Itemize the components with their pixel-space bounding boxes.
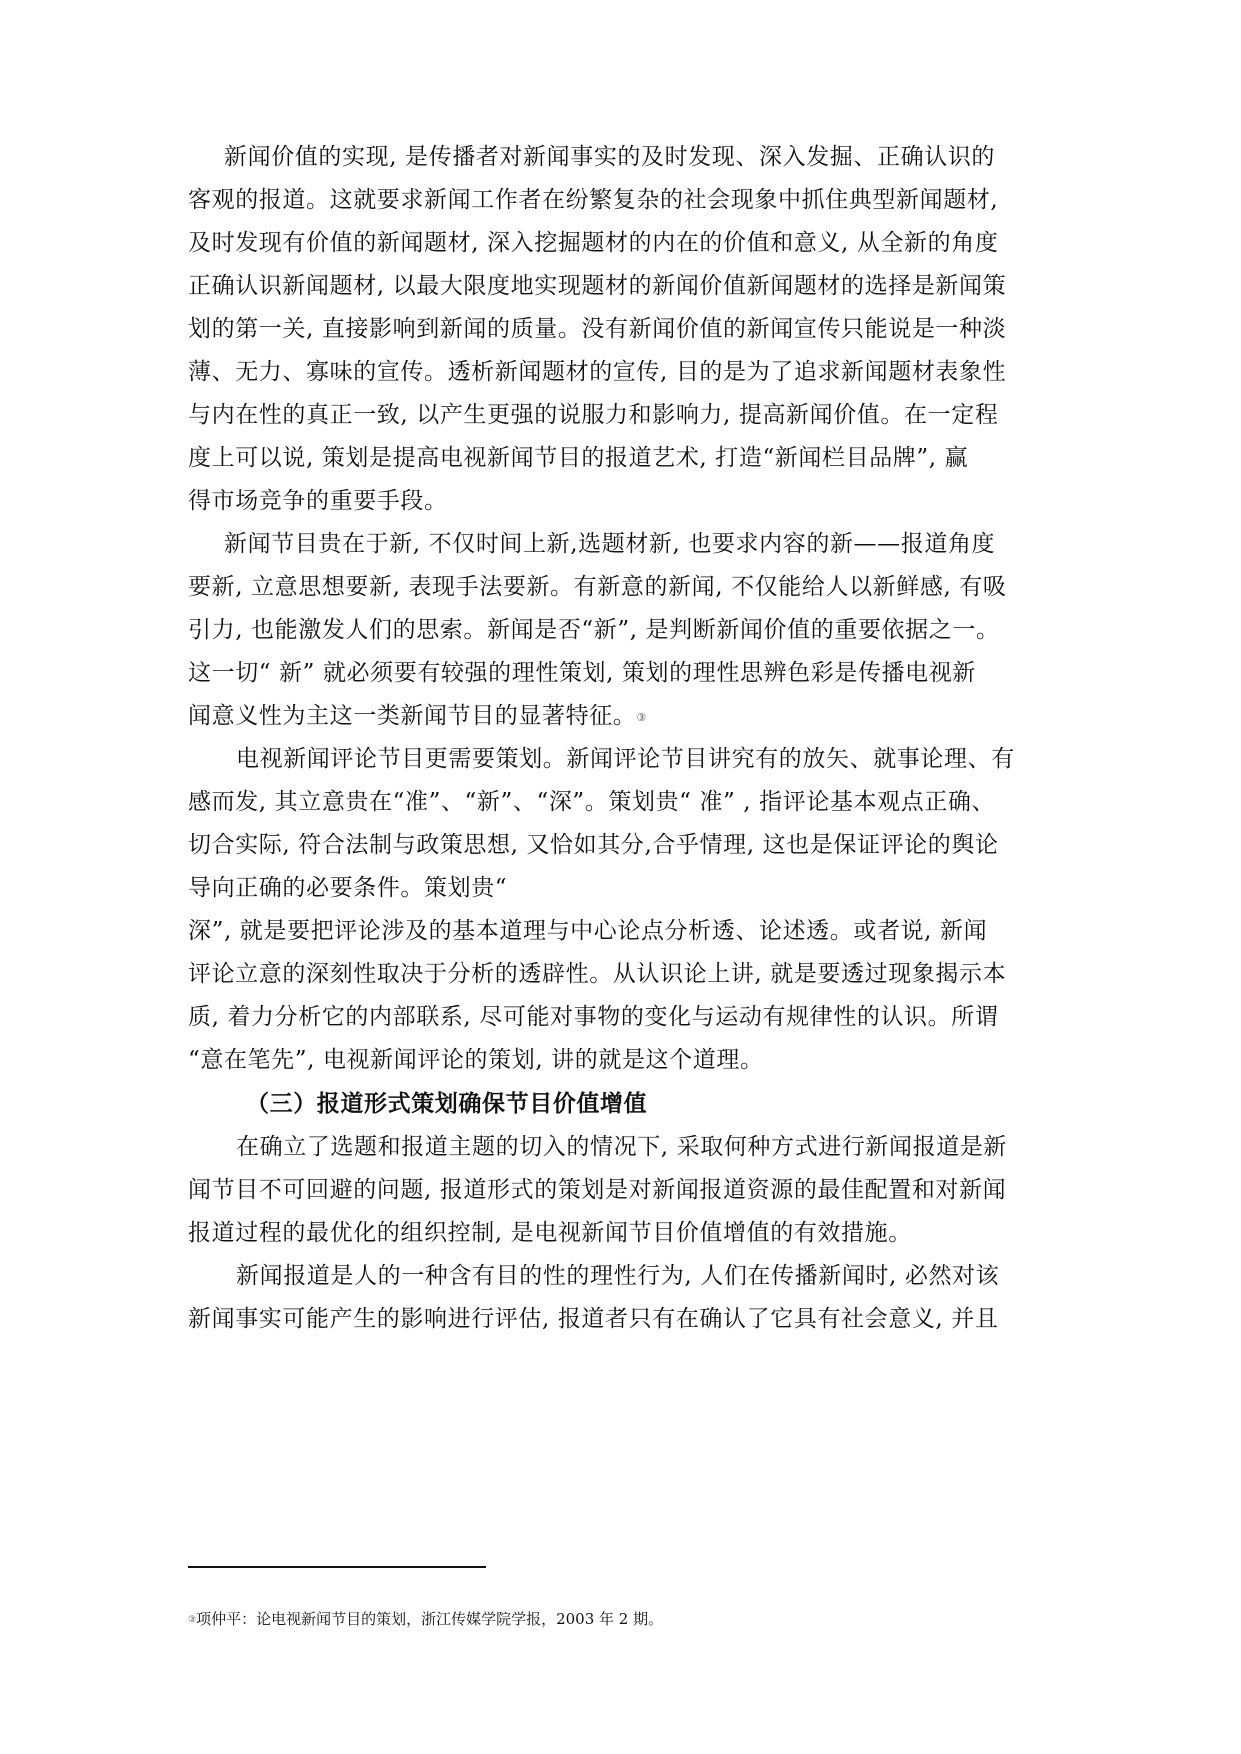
footnote-text: 项仲平：论电视新闻节目的策划，浙江传媒学院学报，2003 年 2 期。 bbox=[196, 1610, 664, 1628]
paragraph-1-line-1: 新闻价值的实现, 是传播者对新闻事实的及时发现、深入发掘、正确认识的 bbox=[224, 144, 996, 170]
paragraph-4-line-2: 闻节目不可回避的问题, 报道形式的策划是对新闻报道资源的最佳配置和对新闻 bbox=[188, 1177, 1007, 1203]
paragraph-2-line-5-text: 闻意义性为主这一类新闻节目的显著特征。 bbox=[188, 703, 637, 729]
paragraph-3-line-8: “意在笔先”, 电视新闻评论的策划, 讲的就是这个道理。 bbox=[188, 1047, 764, 1073]
paragraph-5-line-2: 新闻事实可能产生的影响进行评估, 报道者只有在确认了它具有社会意义, 并且 bbox=[188, 1306, 999, 1332]
paragraph-1-line-6: 薄、无力、寡味的宣传。透析新闻题材的宣传, 目的是为了追求新闻题材表象性 bbox=[188, 359, 1007, 385]
paragraph-4-line-3: 报道过程的最优化的组织控制, 是电视新闻节目价值增值的有效措施。 bbox=[188, 1220, 912, 1246]
section-heading: （三）报道形式策划确保节目价值增值 bbox=[246, 1090, 648, 1117]
paragraph-3-line-2: 感而发, 其立意贵在“准”、“新”、“深”。策划贵“ 准” , 指评论基本观点正确、 bbox=[188, 789, 996, 815]
paragraph-3-line-4: 导向正确的必要条件。策划贵“ bbox=[188, 875, 508, 901]
paragraph-2-line-2: 要新, 立意思想要新, 表现手法要新。有新意的新闻, 不仅能给人以新鲜感, 有吸 bbox=[188, 574, 1007, 600]
footnote-mark: ③ bbox=[188, 1615, 197, 1625]
paragraph-3-line-3: 切合实际, 符合法制与政策思想, 又恰如其分,合乎情理, 这也是保证评论的舆论 bbox=[188, 832, 999, 858]
paragraph-2-line-4: 这一切“ 新” 就必须要有较强的理性策划, 策划的理性思辨色彩是传播电视新 bbox=[188, 660, 976, 686]
paragraph-2-line-5 bbox=[188, 701, 647, 731]
paragraph-3-line-6: 评论立意的深刻性取决于分析的透辟性。从认识论上讲, 就是要透过现象揭示本 bbox=[188, 961, 1007, 987]
paragraph-5-line-1: 新闻报道是人的一种含有目的性的理性行为, 人们在传播新闻时, 必然对该 bbox=[236, 1263, 1000, 1289]
paragraph-1-line-3: 及时发现有价值的新闻题材, 深入挖掘题材的内在的价值和意义, 从全新的角度 bbox=[188, 230, 999, 256]
paragraph-3-line-5: 深”, 就是要把评论涉及的基本道理与中心论点分析透、论述透。或者说, 新闻 bbox=[188, 918, 988, 944]
paragraph-1-line-4: 正确认识新闻题材, 以最大限度地实现题材的新闻价值新闻题材的选择是新闻策 bbox=[188, 273, 1007, 299]
paragraph-1-line-7: 与内在性的真正一致, 以产生更强的说服力和影响力, 提高新闻价值。在一定程 bbox=[188, 402, 999, 428]
paragraph-1-line-8: 度上可以说, 策划是提高电视新闻节目的报道艺术, 打造“新闻栏目品牌”, 赢 bbox=[188, 445, 969, 471]
paragraph-3-line-1: 电视新闻评论节目更需要策划。新闻评论节目讲究有的放矢、就事论理、有 bbox=[236, 746, 1015, 772]
paragraph-3-line-7: 质, 着力分析它的内部联系, 尽可能对事物的变化与运动有规律性的认识。所谓 bbox=[188, 1004, 999, 1030]
paragraph-2-line-1: 新闻节目贵在于新, 不仅时间上新,选题材新, 也要求内容的新——报道角度 bbox=[224, 531, 996, 557]
paragraph-1-line-9: 得市场竞争的重要手段。 bbox=[188, 488, 448, 514]
footnote bbox=[188, 1609, 663, 1629]
footnote-reference-mark: ③ bbox=[636, 711, 647, 724]
paragraph-2-line-3: 引力, 也能激发人们的思索。新闻是否“新”, 是判断新闻价值的重要依据之一。 bbox=[188, 617, 1000, 643]
paragraph-1-line-2: 客观的报道。这就要求新闻工作者在纷繁复杂的社会现象中抓住典型新闻题材, bbox=[188, 187, 999, 213]
footnote-separator bbox=[188, 1566, 486, 1568]
paragraph-4-line-1: 在确立了选题和报道主题的切入的情况下, 采取何种方式进行新闻报道是新 bbox=[236, 1134, 1008, 1160]
paragraph-1-line-5: 划的第一关, 直接影响到新闻的质量。没有新闻价值的新闻宣传只能说是一种淡 bbox=[188, 316, 1007, 342]
